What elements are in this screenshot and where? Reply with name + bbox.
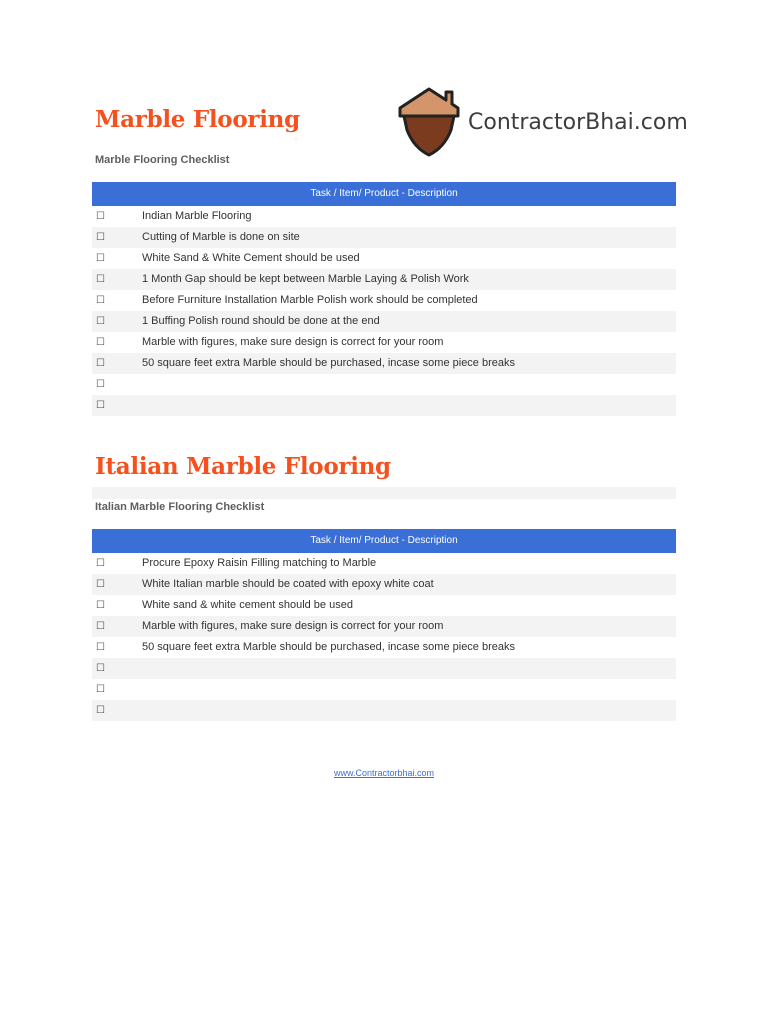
section-subtitle-italian-checklist: Italian Marble Flooring Checklist [95,501,265,513]
checkbox[interactable]: ☐ [96,232,105,243]
table-row [92,595,676,616]
subtitle-band [92,487,676,499]
table-row [92,616,676,637]
section-subtitle-marble-checklist: Marble Flooring Checklist [95,154,230,166]
row-description: 50 square feet extra Marble should be purchased, incase some piece breaks [142,641,515,653]
table-row [92,553,676,574]
table-row [92,637,676,658]
checkbox[interactable]: ☐ [96,705,105,716]
checkbox[interactable]: ☐ [96,211,105,222]
table-row [92,248,676,269]
checkbox[interactable]: ☐ [96,253,105,264]
section-title-marble-flooring: Marble Flooring [95,106,300,133]
section-title-italian-marble-flooring: Italian Marble Flooring [95,453,391,480]
logo-text: ContractorBhai.com [468,109,688,135]
checkbox[interactable]: ☐ [96,358,105,369]
house-acorn-icon [398,86,460,158]
checklist-table-italian [92,529,676,721]
table-row [92,574,676,595]
row-description: Cutting of Marble is done on site [142,231,300,243]
table-row [92,374,676,395]
table-row [92,700,676,721]
checkbox[interactable]: ☐ [96,663,105,674]
checklist-table-marble [92,182,676,416]
checkbox[interactable]: ☐ [96,600,105,611]
table-row [92,311,676,332]
row-description: Marble with figures, make sure design is correct for your room [142,620,444,632]
checkbox[interactable]: ☐ [96,295,105,306]
checkbox[interactable]: ☐ [96,642,105,653]
footer-website-link[interactable]: www.Contractorbhai.com [333,768,435,778]
checkbox[interactable]: ☐ [96,337,105,348]
checkbox[interactable]: ☐ [96,379,105,390]
row-description: 1 Buffing Polish round should be done at the end [142,315,380,327]
table-row [92,269,676,290]
row-description: Indian Marble Flooring [142,210,252,222]
checkbox[interactable]: ☐ [96,684,105,695]
table-row [92,679,676,700]
table-row [92,206,676,227]
checkbox[interactable]: ☐ [96,579,105,590]
row-description: White Italian marble should be coated with epoxy white coat [142,578,434,590]
table-row [92,332,676,353]
row-description: Marble with figures, make sure design is correct for your room [142,336,444,348]
table-header: Task / Item/ Product - Description [92,529,676,553]
logo [398,86,688,158]
table-row [92,227,676,248]
table-row [92,353,676,374]
row-description: Before Furniture Installation Marble Polish work should be completed [142,294,478,306]
table-row [92,290,676,311]
checkbox[interactable]: ☐ [96,558,105,569]
row-description: White Sand & White Cement should be used [142,252,360,264]
checkbox[interactable]: ☐ [96,316,105,327]
table-row [92,658,676,679]
row-description: 50 square feet extra Marble should be purchased, incase some piece breaks [142,357,515,369]
checkbox[interactable]: ☐ [96,274,105,285]
row-description: Procure Epoxy Raisin Filling matching to Marble [142,557,377,569]
row-description: White sand & white cement should be used [142,599,353,611]
table-row [92,395,676,416]
checkbox[interactable]: ☐ [96,621,105,632]
row-description: 1 Month Gap should be kept between Marble Laying & Polish Work [142,273,469,285]
checkbox[interactable]: ☐ [96,400,105,411]
table-header: Task / Item/ Product - Description [92,182,676,206]
